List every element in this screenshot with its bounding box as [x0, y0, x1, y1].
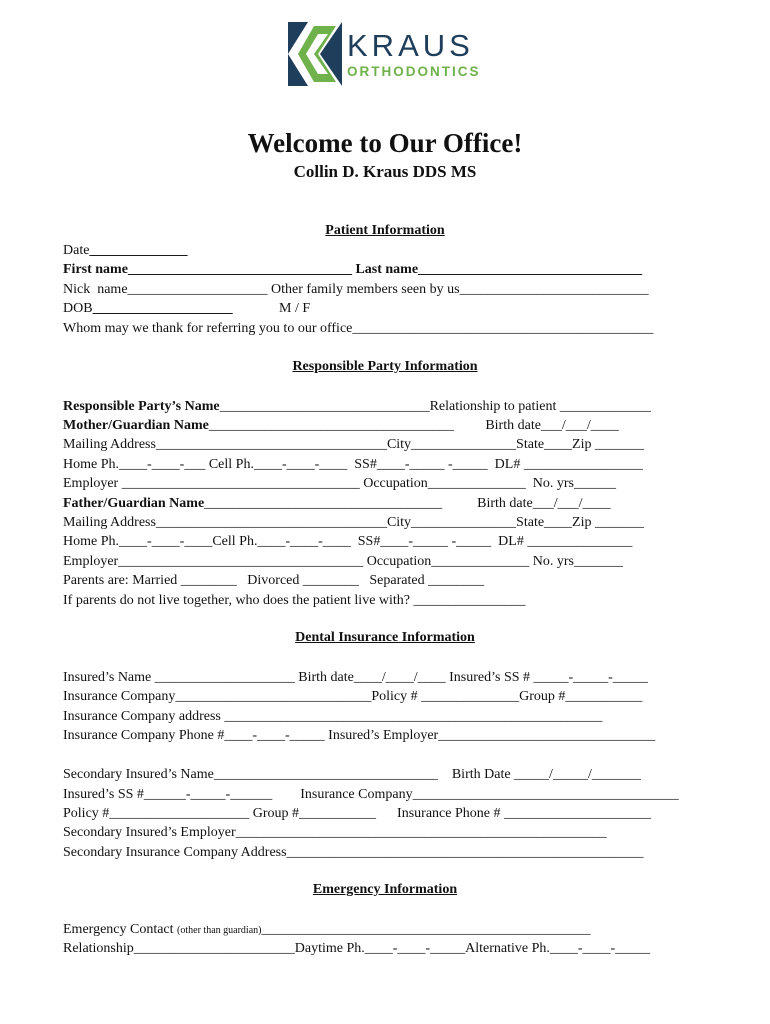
insurance-company-line[interactable]: Insurance Company____________________________Policy # ______________Group #___________	[63, 689, 643, 704]
father-employer-line[interactable]: Employer___________________________________ Occupation______________ No. yrs_______	[63, 554, 623, 569]
father-address-line[interactable]: Mailing Address_________________________________City_______________State____Zip _______	[63, 515, 644, 530]
mother-phone-line[interactable]: Home Ph.____-____-___ Cell Ph.____-____-____ SS#____-_____ -_____ DL# _________________	[63, 457, 643, 472]
responsible-name-line[interactable]	[63, 398, 651, 416]
dob-field[interactable]: ____________________	[92, 301, 233, 316]
father-guardian-line[interactable]	[63, 495, 611, 513]
mother-guardian-label: Mother/Guardian Name	[63, 418, 209, 433]
brand-name: KRAUS	[347, 28, 474, 63]
referral-label: Whom may we thank for referring you to our office	[63, 321, 353, 336]
nickname-line	[63, 281, 649, 299]
patient-info-heading: Patient Information	[325, 223, 445, 238]
secondary-ss-line[interactable]: Insured’s SS #______-_____-______ Insurance Company______________________________________	[63, 787, 679, 802]
insurance-address-line[interactable]: Insurance Company address ______________________________________________________	[63, 709, 603, 724]
mother-employer-line[interactable]: Employer __________________________________ Occupation______________ No. yrs______	[63, 476, 616, 491]
emergency-contact-note: (other than guardian)	[177, 925, 262, 936]
insured-name-line[interactable]: Insured’s Name ____________________ Birth date____/____/____ Insured’s SS # _____-_____-_____	[63, 670, 648, 685]
secondary-address-line[interactable]: Secondary Insurance Company Address___________________________________________________	[63, 845, 644, 860]
emergency-relationship-line[interactable]: Relationship_______________________Daytime Ph.____-____-_____Alternative Ph.____-____-_____	[63, 941, 651, 956]
referral-field[interactable]: ___________________________________________	[352, 321, 654, 336]
nick-name-label: Nick name	[63, 282, 128, 297]
emergency-contact-label: Emergency Contact	[63, 922, 178, 937]
first-name-label: First name	[63, 262, 128, 277]
doctor-name: Collin D. Kraus DDS MS	[293, 162, 477, 181]
dental-insurance-heading: Dental Insurance Information	[295, 630, 475, 645]
other-family-field[interactable]: ___________________________	[459, 282, 649, 297]
secondary-employer-line[interactable]: Secondary Insured’s Employer_____________________________________________________	[63, 825, 607, 840]
name-line	[63, 261, 642, 279]
mother-guardian-rest[interactable]: ___________________________________ Birth date___/___/____	[208, 418, 619, 433]
brand-tagline: ORTHODONTICS	[347, 64, 481, 79]
sex-option[interactable]: M / F	[279, 301, 311, 316]
insurance-phone-line[interactable]: Insurance Company Phone #____-____-_____ Insured’s Employer_______________________________	[63, 728, 656, 743]
father-guardian-label: Father/Guardian Name	[63, 496, 205, 511]
referral-line	[63, 320, 653, 338]
date-line	[63, 242, 187, 260]
parents-status-line[interactable]: Parents are: Married ________ Divorced ________ Separated ________	[63, 573, 485, 588]
dob-label: DOB	[63, 301, 93, 316]
secondary-insured-line[interactable]: Secondary Insured’s Name________________________________ Birth Date _____/_____/_______	[63, 767, 641, 782]
emergency-contact-field[interactable]: _______________________________________________	[261, 922, 591, 937]
last-name-field[interactable]: ________________________________	[418, 262, 643, 277]
mother-address-line[interactable]: Mailing Address_________________________________City_______________State____Zip _______	[63, 437, 644, 452]
dob-line	[63, 300, 311, 318]
page-title: Welcome to Our Office!	[247, 128, 523, 158]
last-name-label: Last name	[355, 262, 419, 277]
mother-guardian-line[interactable]	[63, 417, 619, 435]
brand-wordmark	[347, 30, 481, 80]
nick-name-field[interactable]: ____________________	[127, 282, 268, 297]
emergency-heading: Emergency Information	[312, 882, 458, 897]
patient-lives-with-line[interactable]: If parents do not live together, who does the patient live with? ________________	[63, 593, 526, 608]
emergency-contact-line[interactable]	[63, 921, 590, 940]
date-label: Date	[63, 243, 90, 258]
other-family-label: Other family members seen by us	[267, 282, 460, 297]
responsible-party-heading: Responsible Party Information	[292, 359, 478, 374]
first-name-field[interactable]: ________________________________	[127, 262, 352, 277]
father-phone-line[interactable]: Home Ph.____-____-____Cell Ph.____-____-____ SS#____-_____ -_____ DL# _______________	[63, 534, 633, 549]
secondary-policy-line[interactable]: Policy #____________________ Group #___________ Insurance Phone # _____________________	[63, 806, 651, 821]
responsible-name-rest[interactable]: ______________________________Relationship to patient _____________	[219, 399, 651, 414]
date-field[interactable]: ______________	[89, 243, 188, 258]
father-guardian-rest[interactable]: __________________________________ Birth date___/___/____	[204, 496, 611, 511]
responsible-name-label: Responsible Party’s Name	[63, 399, 220, 414]
